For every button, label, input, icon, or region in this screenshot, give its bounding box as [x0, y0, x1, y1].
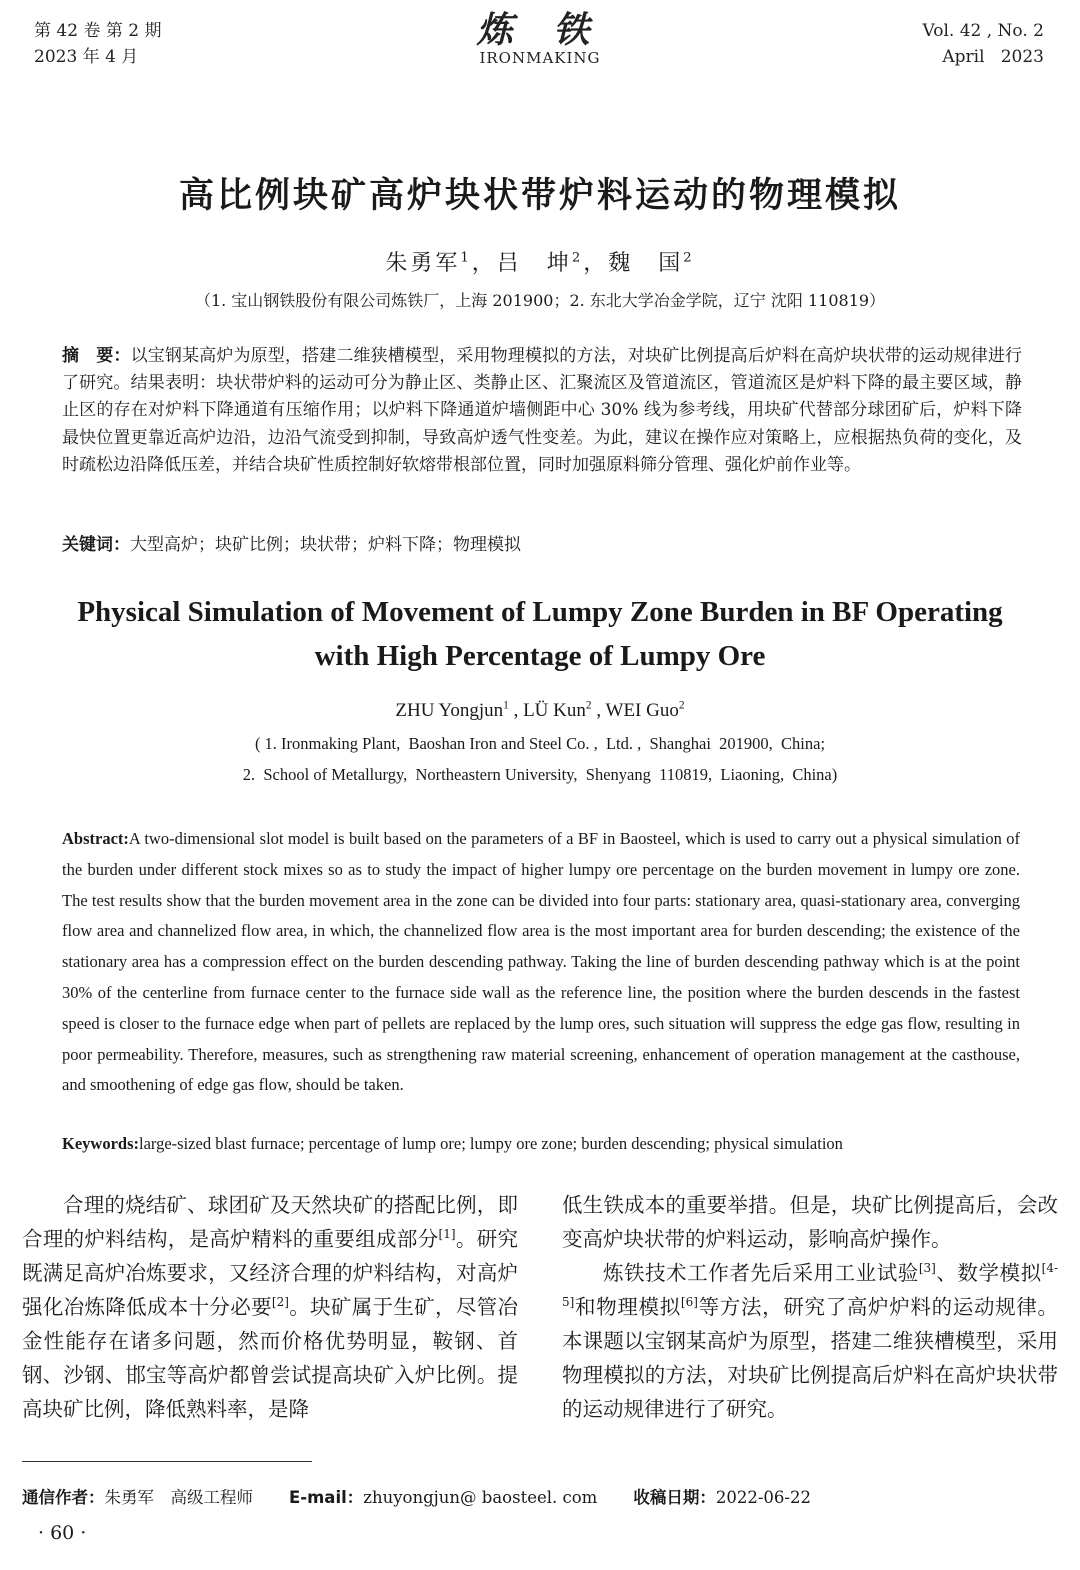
affiliation-mark: 1 [503, 699, 509, 712]
corresponding-author-label: 通信作者： [22, 1488, 105, 1507]
author-name: 吕 坤 [496, 251, 572, 276]
title-line: with High Percentage of Lumpy Ore [314, 640, 766, 672]
email-link[interactable]: zhuyongjun@ baosteel. com [363, 1488, 598, 1507]
author-name: 朱勇军 [385, 251, 461, 276]
paper-title-en [40, 590, 1040, 678]
citation-link[interactable]: [3] [918, 1261, 936, 1276]
keywords-label-cn: 关键词： [62, 535, 130, 555]
abstract-cn [62, 343, 1022, 479]
running-header-left [34, 18, 161, 70]
abstract-label-cn: 摘 要： [62, 346, 131, 366]
author-separator: ， [583, 251, 609, 276]
keywords-label-en: Keywords: [62, 1134, 139, 1153]
affiliation-mark: 2 [571, 250, 584, 266]
keywords-text-en: large-sized blast furnace; percentage of lump ore; lumpy ore zone; burden descending; physical simulation [139, 1134, 843, 1153]
author-name: ZHU Yongjun [395, 700, 504, 721]
journal-masthead [440, 10, 640, 66]
body-text: 等方法，研究了高炉炉料的运动规律。本课题以宝钢某高炉为原型，搭建二维狭槽模型，采用物理模拟的方法，对块矿比例提高后炉料在高炉块状带的运动规律进行了研究。 [562, 1295, 1059, 1421]
body-paragraph [562, 1256, 1058, 1426]
abstract-en [62, 824, 1020, 1101]
journal-title-cn: 炼 铁 [476, 9, 604, 51]
keywords-text-cn: 大型高炉；块矿比例；块状带；炉料下降；物理模拟 [130, 535, 521, 555]
citation-link[interactable]: [6] [680, 1295, 698, 1310]
body-text: 。块矿属于生矿，尽管冶金性能存在诸多问题，然而价格优势明显，鞍钢、首钢、沙钢、邯宝等高炉都曾尝试提高块矿入炉比例。提高块矿比例，降低熟料率，是降 [22, 1295, 519, 1421]
body-column-left [22, 1188, 518, 1426]
abstract-text-en: A two-dimensional slot model is built based on the parameters of a BF in Baosteel, which is used to carry out a physical simulation of the burden under different stock mixes so as to study the impact of higher lumpy ore percentage on the burden movement in lumpy ore zone. The test results show that the burden movement area in the zone can be divided into four parts: stationary area, quasi-stationary area, converging flow area and channelized flow area, in which, the channelized flow area is the most important area for burden descending; the existence of the stationary area has a compression effect on the burden descending pathway. Taking the line of burden descending pathway which is at the point 30% of the centerline from furnace center to the furnace side wall as the reference line, the position where the burden descends in the fastest speed is closer to the furnace edge when part of pellets are replaced by the lump ores, such situation will suppress the edge gas flow, resulting in poor permeability. Therefore, measures, such as strengthening raw material screening, enhancement of operation management at the casthouse, and smoothening of edge gas flow, should be taken. [62, 829, 1020, 1095]
body-text: 、数学模拟 [935, 1261, 1042, 1285]
journal-title-en: IRONMAKING [479, 49, 601, 67]
paper-title-cn: 高比例块矿高炉块状带炉料运动的物理模拟 [178, 175, 901, 216]
body-text: 。研究既满足高炉冶炼要求，又经济合理的炉料结构，对高炉强化冶炼降低成本十分必要 [22, 1227, 519, 1319]
keywords-en [62, 1131, 1020, 1157]
author-list-en [0, 700, 1080, 722]
title-line: Physical Simulation of Movement of Lumpy Zone Burden in BF Operating [77, 596, 1003, 628]
citation-link[interactable]: [4-5] [562, 1261, 1059, 1310]
author-name: WEI Guo [605, 700, 679, 721]
keywords-cn [62, 532, 1022, 559]
footnote [22, 1484, 811, 1508]
author-separator: ， [471, 251, 497, 276]
received-date: 2022-06-22 [715, 1488, 811, 1507]
received-date-label: 收稿日期： [633, 1488, 716, 1507]
date-en: April 2023 [942, 47, 1044, 67]
date-cn: 2023 年 4 月 [34, 47, 139, 67]
running-header-right [923, 18, 1044, 70]
volume-issue-en: Vol. 42 , No. 2 [922, 21, 1044, 41]
affiliation-cn: （1. 宝山钢铁股份有限公司炼铁厂，上海 201900；2. 东北大学冶金学院，辽宁 沈阳 110819） [194, 291, 886, 310]
affiliation-mark: 1 [460, 250, 472, 266]
body-text: 和物理模拟 [574, 1295, 681, 1319]
email-label: E-mail： [289, 1488, 364, 1507]
footnote-divider [22, 1461, 312, 1462]
abstract-label-en: Abstract: [62, 829, 129, 848]
affiliation-en-line-1: ( 1. Ironmaking Plant, Baoshan Iron and Steel Co. , Ltd. , Shanghai 201900, China; [254, 734, 826, 753]
citation-link[interactable]: [2] [271, 1295, 289, 1310]
volume-issue-cn: 第 42 卷 第 2 期 [34, 21, 162, 41]
affiliation-mark: 2 [585, 699, 592, 712]
author-name: LÜ Kun [523, 700, 586, 721]
page-number: · 60 · [38, 1522, 87, 1544]
author-separator: , [591, 700, 606, 721]
abstract-text-cn: 以宝钢某高炉为原型，搭建二维狭槽模型，采用物理模拟的方法，对块矿比例提高后炉料在高炉块状带的运动规律进行了研究。结果表明：块状带炉料的运动可分为静止区、类静止区、汇聚流区及管道流区，管道流区是炉料下降的最主要区域，静止区的存在对炉料下降通道有压缩作用；以炉料下降通道炉墙侧距中心 30% 线为参考线，用块矿代替部分球团矿后，炉料下降最快位置更靠近高炉边沿，边沿气流受到抑制，导致高炉透气性变差。为此，建议在操作应对策略上，应根据热负荷的变化，及时疏松边沿降低压差，并结合块矿性质控制好软熔带根部位置，同时加强原料筛分管理、强化炉前作业等。 [62, 346, 1023, 475]
affiliation-mark: 2 [683, 250, 695, 266]
author-list-cn [0, 246, 1080, 277]
citation-link[interactable]: [1] [438, 1227, 456, 1242]
corresponding-author: 朱勇军 高级工程师 [104, 1488, 253, 1507]
affiliation-mark: 2 [678, 699, 685, 712]
body-paragraph [22, 1188, 518, 1426]
body-column-right [562, 1188, 1058, 1426]
body-text: 合理的烧结矿、球团矿及天然块矿的搭配比例，即合理的炉料结构，是高炉精料的重要组成部分 [22, 1193, 518, 1251]
affiliation-en-line-2: 2. School of Metallurgy, Northeastern University, Shenyang 110819, Liaoning, China) [242, 765, 838, 784]
author-separator: , [508, 700, 524, 721]
body-text: 炼铁技术工作者先后采用工业试验 [603, 1261, 919, 1285]
author-name: 魏 国 [608, 251, 684, 276]
body-paragraph: 低生铁成本的重要举措。但是，块矿比例提高后，会改变高炉块状带的炉料运动，影响高炉操作。 [562, 1193, 1058, 1251]
